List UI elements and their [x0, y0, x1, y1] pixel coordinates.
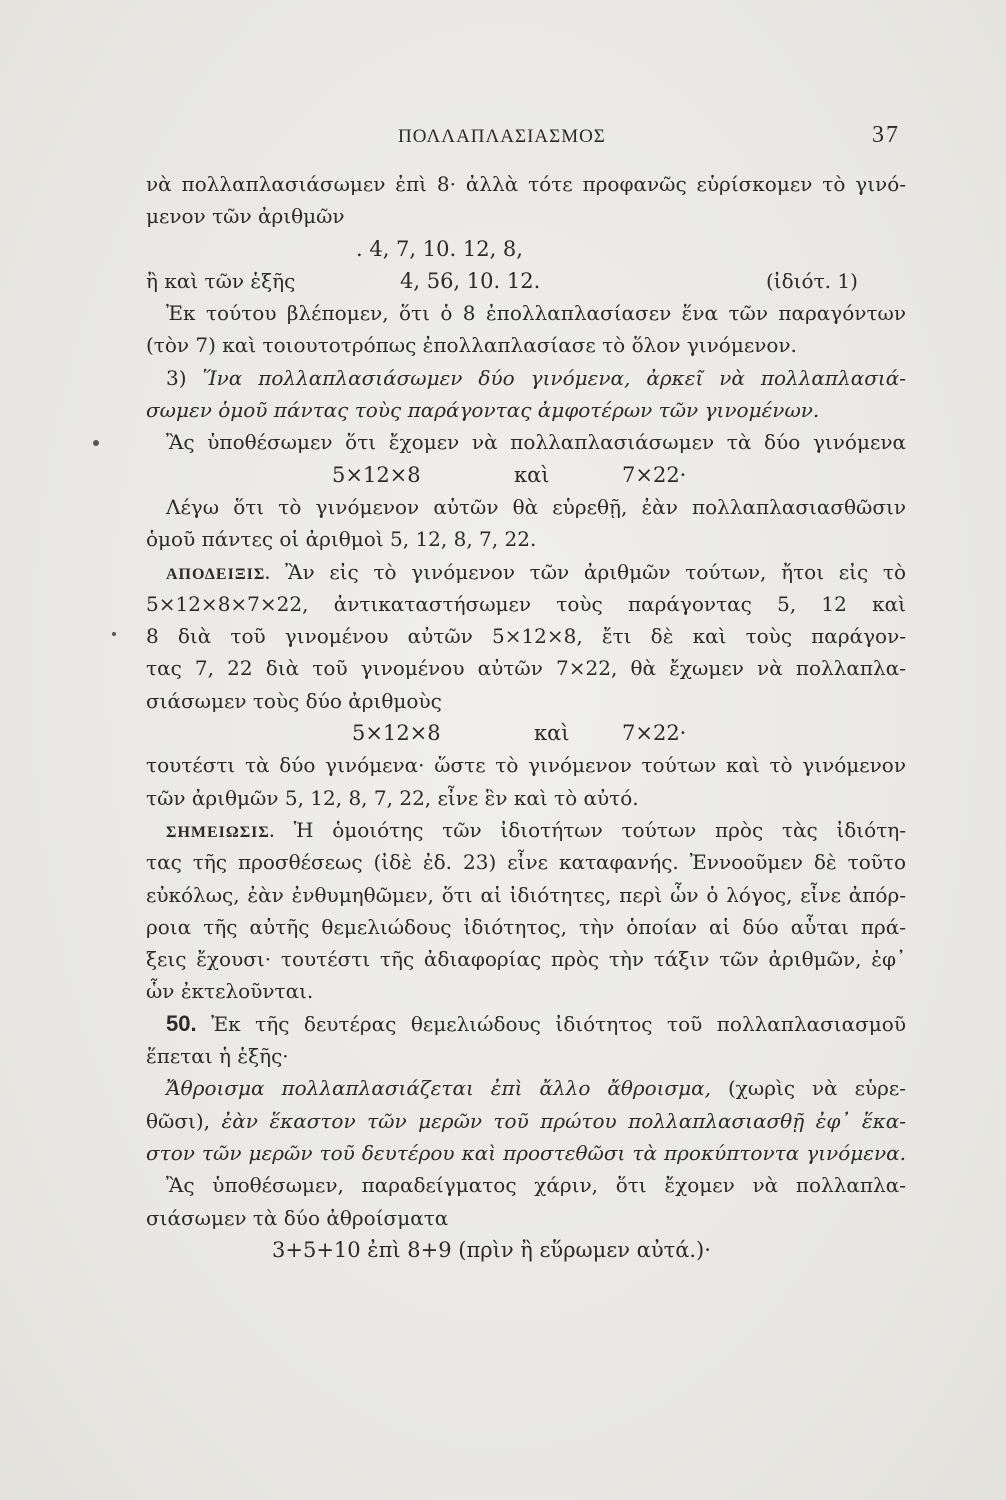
text-line: Ἂς ὑποθέσωμεν ὅτι ἔχομεν νὰ πολλαπλασιάσωμεν τὰ δύο γινόμενα: [166, 430, 906, 455]
text-line: [146, 362, 906, 394]
text-line: νὰ πολλαπλασιάσωμεν ἐπὶ 8· ἀλλὰ τότε προφανῶς εὑρίσκομεν τὸ γινό-: [146, 172, 906, 196]
product-formula: 7×22·: [622, 721, 687, 746]
text-line: ροια τῆς αὐτῆς θεμελιώδους ἰδιότητος, τὴν ὁποίαν αἱ δύο αὗται πρά-: [146, 914, 906, 939]
text-line: [146, 814, 906, 846]
text-line: [146, 1008, 906, 1040]
property-reference: (ἰδιότ. 1): [766, 268, 858, 293]
text-line: ὧν ἐκτελοῦνται.: [146, 979, 314, 1004]
running-title: ΠΟΛΛΑΠΛΑΣΙΑΣΜΟΣ: [398, 126, 606, 147]
text-line: ἕπεται ἡ ἑξῆς·: [146, 1044, 289, 1069]
product-formula: 5×12×8: [352, 721, 441, 746]
formula-line: [146, 1234, 906, 1266]
number-sequence: . 4, 7, 10. 12, 8,: [356, 236, 523, 261]
text-segment: Ἂν εἰς τὸ γινόμενον τῶν ἀριθμῶν τούτων, ἤτοι εἰς τὸ: [270, 559, 906, 584]
product-formula: 7×22·: [622, 462, 687, 487]
text-line: σιάσωμεν τὰ δύο ἀθροίσματα: [146, 1205, 449, 1230]
page-number: 37: [872, 122, 900, 148]
sum-formula: 3+5+10 ἐπὶ 8+9 (πρὶν ἢ εὕρωμεν αὐτά.)·: [272, 1237, 711, 1262]
proof-heading: ΑΠΟΔΕΙΞΙΣ.: [166, 565, 271, 583]
page-header: [0, 122, 1006, 156]
text-line: [146, 1072, 906, 1104]
text-line: [146, 556, 906, 588]
text-segment: θῶσι),: [146, 1108, 222, 1133]
text-line: σιάσωμεν τοὺς δύο ἀριθμοὺς: [146, 688, 442, 713]
text-line: τας 7, 22 διὰ τοῦ γινομένου αὐτῶν 7×22, θὰ ἔχωμεν νὰ πολλαπλα-: [146, 656, 906, 681]
page-body: [146, 168, 906, 1266]
text-line: τας τῆς προσθέσεως (ἰδὲ ἐδ. 23) εἶνε καταφανής. Ἐννοοῦμεν δὲ τοῦτο: [146, 850, 906, 875]
note-heading: ΣΗΜΕΙΩΣΙΣ.: [166, 823, 275, 841]
text-line: Ἐκ τούτου βλέπομεν, ὅτι ὁ 8 ἐπολλαπλασίασεν ἕνα τῶν παραγόντων: [166, 301, 906, 326]
section-number: 50.: [166, 1010, 197, 1036]
text-line: μενον τῶν ἀριθμῶν: [146, 204, 345, 229]
theorem-text: ἐὰν ἕκαστον τῶν μερῶν τοῦ πρώτου πολλαπλασιασθῇ ἐφ᾽ ἕκα-: [221, 1108, 906, 1133]
number-sequence: 4, 56, 10. 12.: [400, 268, 541, 293]
text-line: [146, 1105, 906, 1137]
theorem-text: Ἵνα πολλαπλασιάσωμεν δύο γινόμενα, ἀρκεῖ νὰ πολλαπλασιά-: [202, 365, 906, 390]
conjunction: καὶ: [514, 462, 550, 487]
product-formula: 5×12×8: [332, 462, 421, 487]
formula-line: [146, 717, 906, 749]
formula-line: [146, 459, 906, 491]
text-line: Ἂς ὑποθέσωμεν, παραδείγματος χάριν, ὅτι ἔχομεν νὰ πολλαπλα-: [166, 1173, 906, 1198]
text-line: 8 διὰ τοῦ γινομένου αὐτῶν 5×12×8, ἔτι δὲ καὶ τοὺς παράγον-: [146, 624, 906, 649]
text-line: ξεις ἔχουσι· τουτέστι τῆς ἀδιαφορίας πρὸς τὴν τάξιν τῶν ἀριθμῶν, ἐφ᾽: [146, 947, 906, 972]
text-line: 5×12×8×7×22, ἀντικαταστήσωμεν τοὺς παράγοντας 5, 12 καὶ: [146, 591, 906, 616]
theorem-text: σωμεν ὁμοῦ πάντας τοὺς παράγοντας ἀμφοτέρων τῶν γινομένων.: [146, 398, 820, 423]
ink-speck: [93, 440, 99, 446]
theorem-text: στον τῶν μερῶν τοῦ δευτέρου καὶ προστεθῶσι τὰ προκύπτοντα γινόμενα.: [146, 1140, 906, 1165]
text-line: ὁμοῦ πάντες οἱ ἀριθμοὶ 5, 12, 8, 7, 22.: [146, 527, 537, 552]
formula-line: [146, 233, 906, 265]
text-line: (τὸν 7) καὶ τοιουτοτρόπως ἐπολλαπλασίασε τὸ ὅλον γινόμενον.: [146, 333, 797, 358]
text-line: Λέγω ὅτι τὸ γινόμενον αὐτῶν θὰ εὑρεθῇ, ἐὰν πολλαπλασιασθῶσιν: [166, 494, 906, 519]
conjunction: καὶ: [534, 721, 570, 746]
text-segment: Ἡ ὁμοιότης τῶν ἰδιοτήτων τούτων πρὸς τὰς ἰδιότη-: [274, 817, 906, 842]
text-line: [146, 265, 906, 297]
text-segment: (χωρὶς νὰ εὑρε-: [711, 1076, 906, 1101]
theorem-text: Ἄθροισμα πολλαπλασιάζεται ἐπὶ ἄλλο ἄθροισμα,: [166, 1076, 712, 1101]
text-line: εὐκόλως, ἐὰν ἐνθυμηθῶμεν, ὅτι αἱ ἰδιότητες, περὶ ὧν ὁ λόγος, εἶνε ἀπόρ-: [146, 882, 906, 907]
text-line: τῶν ἀριθμῶν 5, 12, 8, 7, 22, εἶνε ἓν καὶ τὸ αὐτό.: [146, 785, 639, 810]
item-number: 3): [166, 365, 203, 390]
text-segment: Ἐκ τῆς δευτέρας θεμελιώδους ἰδιότητος τοῦ πολλαπλασιασμοῦ: [196, 1011, 906, 1036]
ink-speck: [112, 632, 116, 636]
text-line: τουτέστι τὰ δύο γινόμενα· ὥστε τὸ γινόμενον τούτων καὶ τὸ γινόμενον: [146, 753, 906, 778]
text-segment: ἢ καὶ τῶν ἑξῆς: [146, 268, 296, 293]
